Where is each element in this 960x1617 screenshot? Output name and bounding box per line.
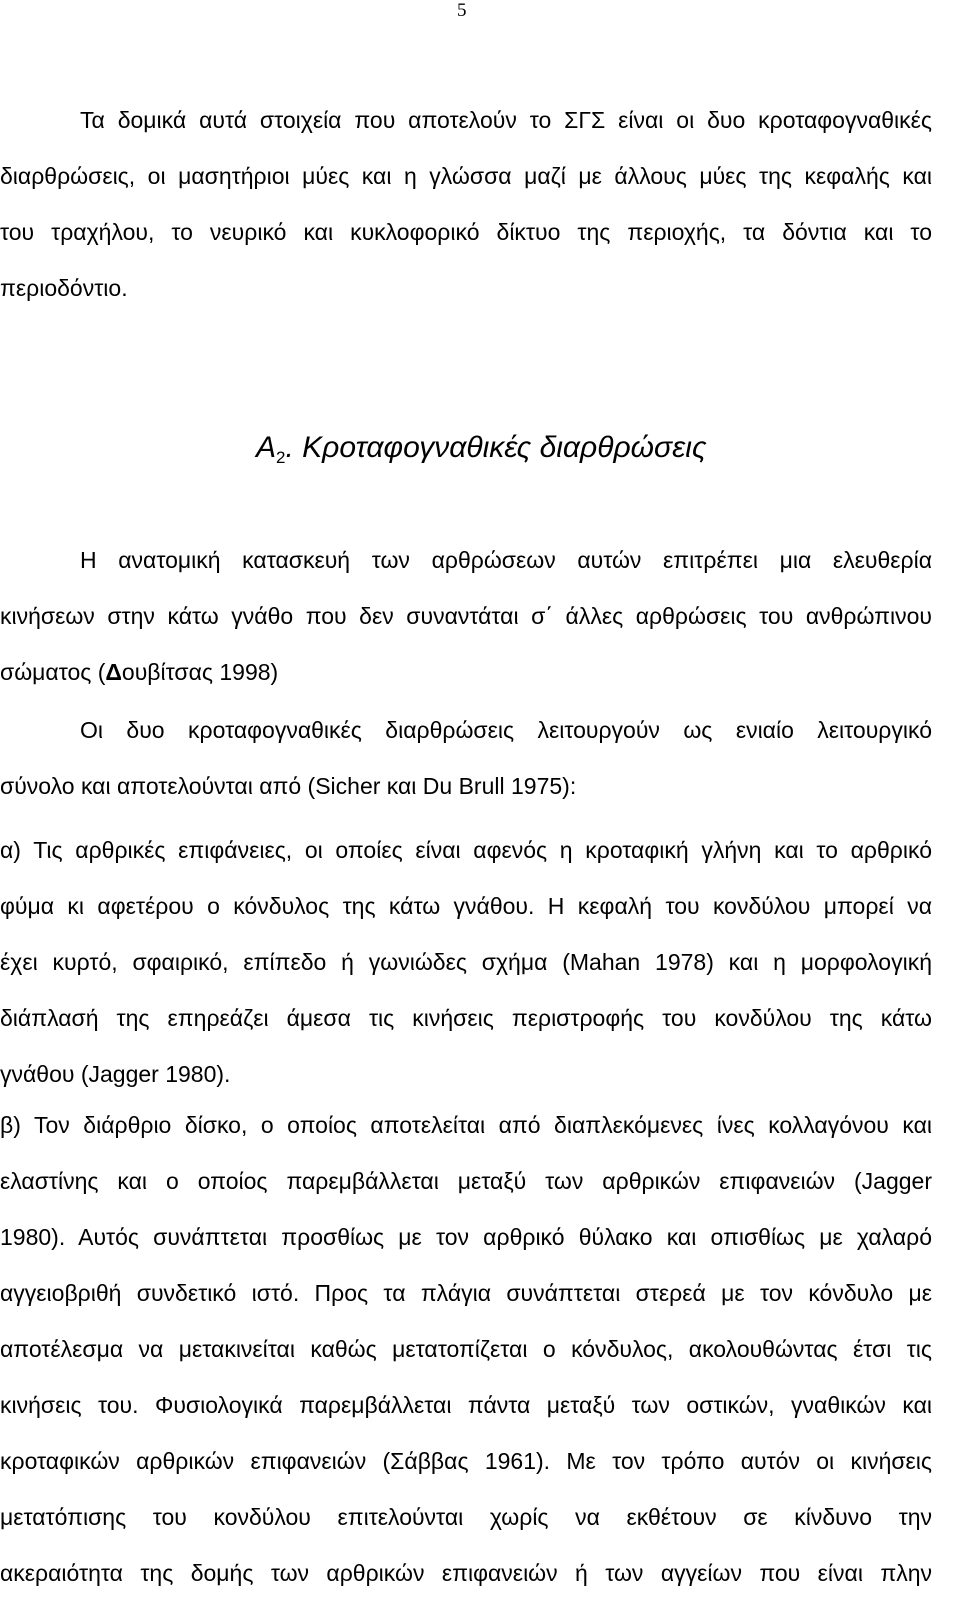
page-number: 5	[457, 0, 467, 21]
text-line: α) Τις αρθρικές επιφάνειες, οι οποίες είναι αφενός η κροταφική γλήνη και το αρθρικό	[0, 837, 932, 863]
text-line: 1980). Αυτός συνάπτεται προσθίως με τον αρθρικό θύλακο και οπισθίως με χαλαρό	[0, 1224, 932, 1250]
text-line: κινήσεις του. Φυσιολογικά παρεμβάλλεται πάντα μεταξύ των οστικών, γναθικών και	[0, 1392, 932, 1418]
text-line: έχει κυρτό, σφαιρικό, επίπεδο ή γωνιώδες σχήμα (Mahan 1978) και η μορφολογική	[0, 949, 932, 975]
bold-letter: Δ	[105, 659, 122, 685]
paragraph-components	[0, 702, 932, 814]
heading-subscript: 2	[276, 448, 286, 467]
text-line: μετατόπισης του κονδύλου επιτελούνται χωρίς να εκθέτουν σε κίνδυνο την	[0, 1504, 932, 1530]
text-line: Η ανατομική κατασκευή των αρθρώσεων αυτών επιτρέπει μια ελευθερία	[80, 547, 932, 573]
paragraph-item-b	[0, 1097, 932, 1601]
section-heading	[256, 420, 707, 476]
text-line	[0, 644, 932, 700]
text-line: σύνολο και αποτελούνται από (Sicher και Du Brull 1975):	[0, 773, 577, 799]
text-line: φύμα κι αφετέρου ο κόνδυλος της κάτω γνάθου. Η κεφαλή του κονδύλου μπορεί να	[0, 893, 932, 919]
text-line: του τραχήλου, το νευρικό και κυκλοφορικό δίκτυο της περιοχής, τα δόντια και το	[0, 219, 932, 245]
heading-title: . Κροταφογναθικές διαρθρώσεις	[285, 431, 707, 464]
text-line: ελαστίνης και ο οποίος παρεμβάλλεται μεταξύ των αρθρικών επιφανειών (Jagger	[0, 1168, 932, 1194]
intro-paragraph	[0, 92, 932, 316]
text-line: γνάθου (Jagger 1980).	[0, 1061, 231, 1087]
paragraph-item-a	[0, 822, 932, 1102]
text-line: β) Τον διάρθριο δίσκο, ο οποίος αποτελείται από διαπλεκόμενες ίνες κολλαγόνου και	[0, 1112, 932, 1138]
text-line: αγγειοβριθή συνδετικό ιστό. Προς τα πλάγια συνάπτεται στερεά με τον κόνδυλο με	[0, 1280, 932, 1306]
text-line: περιοδόντιο.	[0, 275, 128, 301]
text-line: διαρθρώσεις, οι μασητήριοι μύες και η γλώσσα μαζί με άλλους μύες της κεφαλής και	[0, 163, 932, 189]
text-line: κινήσεων στην κάτω γνάθο που δεν συναντάται σ΄ άλλες αρθρώσεις του ανθρώπινου	[0, 603, 932, 629]
text-span: σώματος (	[0, 659, 106, 685]
text-span: ουβίτσας 1998)	[121, 659, 279, 685]
paragraph-anatomy	[0, 532, 932, 700]
text-line: κροταφικών αρθρικών επιφανειών (Σάββας 1961). Με τον τρόπο αυτόν οι κινήσεις	[0, 1448, 932, 1474]
heading-letter: Α	[256, 431, 277, 464]
text-line: Οι δυο κροταφογναθικές διαρθρώσεις λειτουργούν ως ενιαίο λειτουργικό	[80, 717, 932, 743]
text-line: αποτέλεσμα να μετακινείται καθώς μετατοπίζεται ο κόνδυλος, ακολουθώντας έτσι τις	[0, 1336, 932, 1362]
text-line: Τα δομικά αυτά στοιχεία που αποτελούν το ΣΓΣ είναι οι δυο κροταφογναθικές	[80, 107, 932, 133]
text-line: διάπλασή της επηρεάζει άμεσα τις κινήσεις περιστροφής του κονδύλου της κάτω	[0, 1005, 932, 1031]
text-line: ακεραιότητα της δομής των αρθρικών επιφανειών ή των αγγείων που είναι πλην	[0, 1560, 932, 1586]
